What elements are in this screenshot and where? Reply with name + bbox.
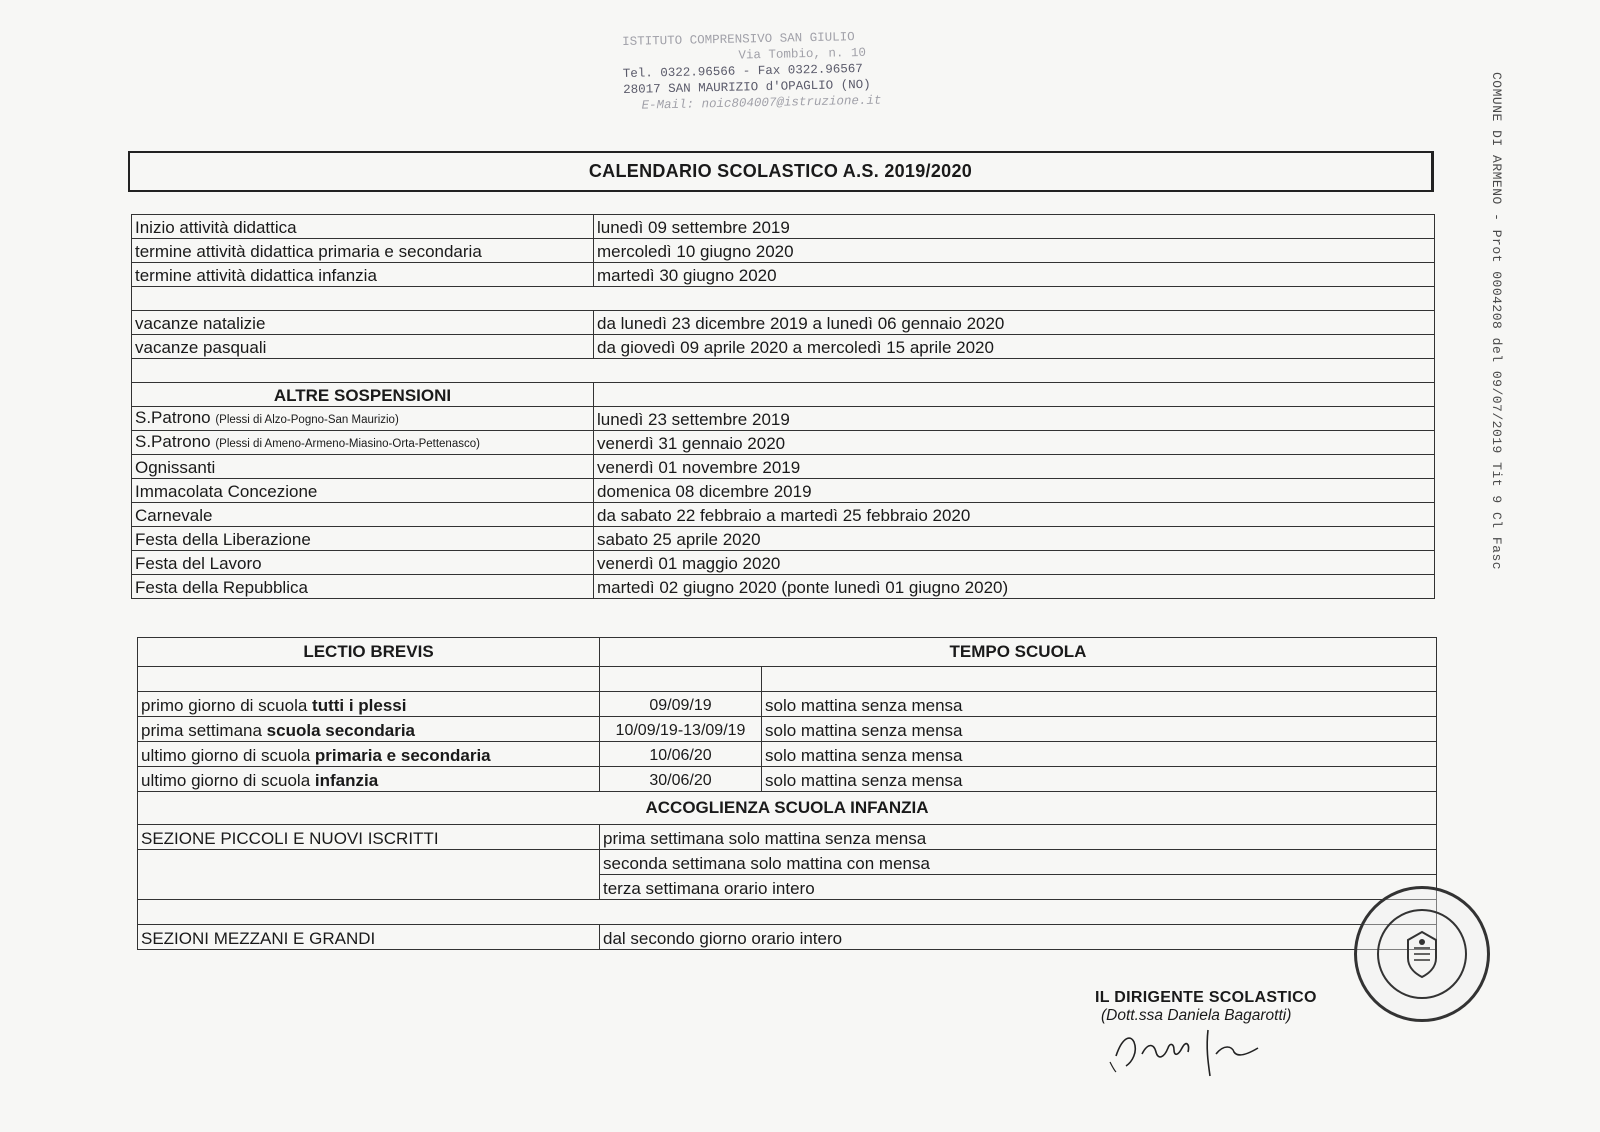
row-label: vacanze pasquali (132, 335, 594, 359)
table-row (132, 479, 1435, 503)
lectio-brevis-table (137, 637, 1437, 950)
table-row (132, 431, 1435, 455)
stamp-line-institute: ISTITUTO COMPRENSIVO SAN GIULIO (622, 30, 855, 49)
table-row (138, 742, 1437, 767)
row-value: sabato 25 aprile 2020 (594, 527, 1435, 551)
table-row (138, 925, 1437, 950)
accoglienza-header: ACCOGLIENZA SCUOLA INFANZIA (138, 792, 1437, 825)
school-seal (1354, 886, 1490, 1022)
row-value: da giovedì 09 aprile 2020 a mercoledì 15 aprile 2020 (594, 335, 1435, 359)
row-label-main: S.Patrono (135, 408, 211, 427)
row-label (138, 742, 600, 767)
row-label-text: ultimo giorno di scuola (141, 771, 315, 790)
row-date: 09/09/19 (600, 692, 762, 717)
row-label-bold: primaria e secondaria (314, 746, 491, 765)
row-label-bold: infanzia (314, 771, 379, 790)
spacer-row (132, 287, 1435, 311)
row-label: termine attività didattica primaria e secondaria (132, 239, 594, 263)
table-row (138, 875, 1437, 900)
row-value: dal secondo giorno orario intero (600, 925, 1437, 950)
row-value: venerdì 31 gennaio 2020 (594, 431, 1435, 455)
row-label-text: prima settimana (141, 721, 267, 740)
row-label: Festa del Lavoro (132, 551, 594, 575)
tempo-scuola-header: TEMPO SCUOLA (600, 638, 1437, 667)
stamp-line-city: 28017 SAN MAURIZIO d'OPAGLIO (NO) (623, 77, 871, 97)
row-label-sub: (Plessi di Ameno-Armeno-Miasino-Orta-Pettenasco) (215, 438, 480, 450)
row-label (132, 431, 594, 455)
table-row (138, 692, 1437, 717)
row-label: Inizio attività didattica (132, 215, 594, 239)
row-time: solo mattina senza mensa (762, 742, 1437, 767)
row-date: 10/06/20 (600, 742, 762, 767)
signatory-name: (Dott.ssa Daniela Bagarotti) (1101, 1007, 1292, 1024)
table-row (132, 239, 1435, 263)
seal-emblem (1377, 909, 1467, 999)
row-time: solo mattina senza mensa (762, 767, 1437, 792)
row-label (132, 407, 594, 431)
row-value: mercoledì 10 giugno 2020 (594, 239, 1435, 263)
emblem-icon (1392, 924, 1452, 984)
row-value: lunedì 09 settembre 2019 (594, 215, 1435, 239)
empty-cell (138, 850, 600, 875)
row-label: vacanze natalizie (132, 311, 594, 335)
altre-sospensioni-header: ALTRE SOSPENSIONI (132, 383, 594, 407)
spacer-row (138, 667, 1437, 692)
row-date: 10/09/19-13/09/19 (600, 717, 762, 742)
row-label: Carnevale (132, 503, 594, 527)
school-header-stamp (622, 28, 924, 114)
row-label-text: ultimo giorno di scuola (141, 746, 315, 765)
empty-cell (762, 667, 1437, 692)
table-row (132, 575, 1435, 599)
table-row (138, 717, 1437, 742)
row-label-main: S.Patrono (135, 432, 211, 451)
spacer-row (132, 359, 1435, 383)
row-label: Festa della Repubblica (132, 575, 594, 599)
row-value: martedì 30 giugno 2020 (594, 263, 1435, 287)
signatory-title: IL DIRIGENTE SCOLASTICO (1095, 989, 1317, 1006)
row-label-bold: scuola secondaria (266, 721, 416, 740)
lectio-brevis-header: LECTIO BREVIS (138, 638, 600, 667)
page-title-text: CALENDARIO SCOLASTICO A.S. 2019/2020 (588, 161, 973, 181)
table-header-row (138, 638, 1437, 667)
row-label: Festa della Liberazione (132, 527, 594, 551)
section-header-row (132, 383, 1435, 407)
empty-cell (594, 383, 1435, 407)
empty-cell (600, 667, 762, 692)
row-label: Immacolata Concezione (132, 479, 594, 503)
row-value: lunedì 23 settembre 2019 (594, 407, 1435, 431)
table-row (132, 335, 1435, 359)
row-time: solo mattina senza mensa (762, 692, 1437, 717)
table-row (138, 850, 1437, 875)
row-label (138, 767, 600, 792)
row-value: domenica 08 dicembre 2019 (594, 479, 1435, 503)
stamp-line-address: Via Tombio, n. 10 (738, 45, 867, 63)
table-row (132, 455, 1435, 479)
spacer-cell (132, 359, 1435, 383)
row-value: seconda settimana solo mattina con mensa (600, 850, 1437, 875)
row-label-bold: tutti i plessi (312, 696, 407, 715)
calendar-table (131, 214, 1435, 599)
row-label: SEZIONE PICCOLI E NUOVI ISCRITTI (138, 825, 600, 850)
table-row (132, 503, 1435, 527)
empty-cell (138, 875, 600, 900)
row-value: prima settimana solo mattina senza mensa (600, 825, 1437, 850)
table-row (132, 263, 1435, 287)
row-value: terza settimana orario intero (600, 875, 1437, 900)
row-label: Ognissanti (132, 455, 594, 479)
row-time: solo mattina senza mensa (762, 717, 1437, 742)
stamp-line-phone: Tel. 0322.96566 - Fax 0322.96567 (622, 61, 863, 81)
table-row (132, 215, 1435, 239)
row-label: SEZIONI MEZZANI E GRANDI (138, 925, 600, 950)
row-date: 30/06/20 (600, 767, 762, 792)
row-label (138, 692, 600, 717)
table-row (132, 527, 1435, 551)
row-value: martedì 02 giugno 2020 (ponte lunedì 01 giugno 2020) (594, 575, 1435, 599)
row-label-sub: (Plessi di Alzo-Pogno-San Maurizio) (215, 414, 399, 426)
section-header-row (138, 792, 1437, 825)
table-row (132, 407, 1435, 431)
protocol-stamp: COMUNE DI ARMENO - Prot 0004208 del 09/07/2019 Tit 9 Cl Fasc (1489, 72, 1504, 571)
row-label: termine attività didattica infanzia (132, 263, 594, 287)
spacer-cell (138, 900, 1437, 925)
stamp-line-email: E-Mail: noic804007@istruzione.it (641, 93, 882, 113)
row-value: da sabato 22 febbraio a martedì 25 febbraio 2020 (594, 503, 1435, 527)
empty-cell (138, 667, 600, 692)
row-label-text: primo giorno di scuola (141, 696, 313, 715)
table-row (132, 311, 1435, 335)
row-value: da lunedì 23 dicembre 2019 a lunedì 06 gennaio 2020 (594, 311, 1435, 335)
table-row (138, 767, 1437, 792)
table-row (138, 825, 1437, 850)
spacer-row (138, 900, 1437, 925)
table-row (132, 551, 1435, 575)
row-value: venerdì 01 maggio 2020 (594, 551, 1435, 575)
row-label (138, 717, 600, 742)
spacer-cell (132, 287, 1435, 311)
row-value: venerdì 01 novembre 2019 (594, 455, 1435, 479)
page-title (128, 151, 1434, 192)
handwritten-signature (1108, 1018, 1308, 1078)
